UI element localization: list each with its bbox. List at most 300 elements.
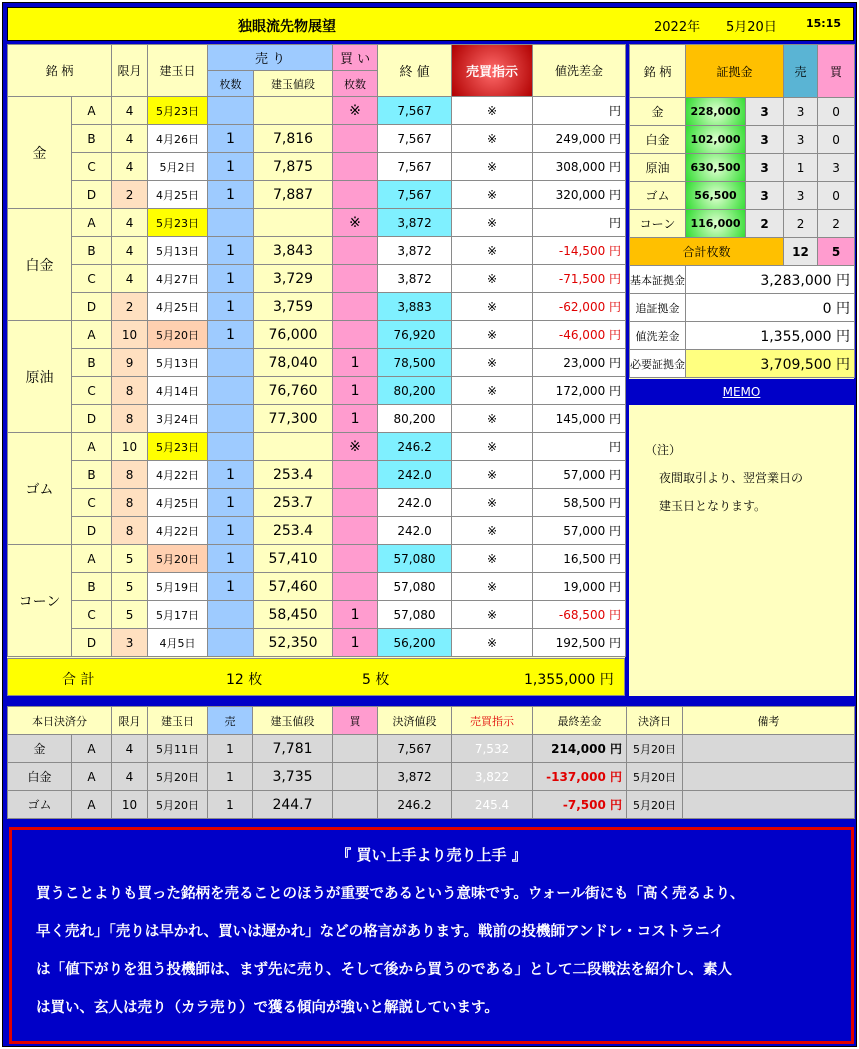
entry-date: 4月25日: [148, 181, 208, 209]
close-price: 80,200: [378, 377, 452, 405]
diff-amount: 249,000 円: [533, 125, 626, 153]
close-price: 76,920: [378, 321, 452, 349]
entry-date: 4月25日: [148, 489, 208, 517]
entry-date: 4月26日: [148, 125, 208, 153]
settle-price: 7,781: [253, 735, 333, 763]
entry-date: 5月20日: [148, 545, 208, 573]
buy-qty: ※: [333, 433, 378, 461]
contract-month: 4: [112, 237, 148, 265]
summary-value: 3,709,500 円: [686, 350, 855, 378]
contract-month: 2: [112, 293, 148, 321]
margin-header-sell: 売: [784, 45, 818, 98]
entry-price: [254, 97, 333, 125]
close-price: 80,200: [378, 405, 452, 433]
positions-panel: [7, 44, 625, 696]
margin-sell: 3: [784, 182, 818, 210]
memo-header: [629, 381, 854, 405]
settle-price: 3,735: [253, 763, 333, 791]
entry-date: 5月13日: [148, 349, 208, 377]
margin-amount: 630,500: [686, 154, 746, 182]
close-price: 246.2: [378, 433, 452, 461]
margin-summary-row: [630, 266, 855, 294]
buy-qty: ※: [333, 97, 378, 125]
entry-date: 3月24日: [148, 405, 208, 433]
sell-qty: [208, 209, 254, 237]
header-signal: 売買指示: [452, 45, 533, 97]
sell-qty: [208, 377, 254, 405]
close-price: 242.0: [378, 517, 452, 545]
margin-total-label: 合計枚数: [630, 238, 784, 266]
header-sell-qty: 枚数: [208, 71, 254, 97]
entry-price: [254, 433, 333, 461]
margin-amount: 116,000: [686, 210, 746, 238]
margin-sell: 3: [784, 98, 818, 126]
position-row: [8, 377, 626, 405]
settle-date: 5月20日: [627, 763, 683, 791]
signal: ※: [452, 181, 533, 209]
settlement-header: [8, 707, 855, 735]
buy-qty: [333, 181, 378, 209]
signal: ※: [452, 433, 533, 461]
signal: ※: [452, 265, 533, 293]
contract-month: 8: [112, 461, 148, 489]
margin-buy: 0: [818, 98, 855, 126]
header-entry-date: 建玉日: [148, 45, 208, 97]
position-row: [8, 601, 626, 629]
sell-qty: 1: [208, 545, 254, 573]
close-price: 242.0: [378, 489, 452, 517]
buy-qty: 1: [333, 349, 378, 377]
margin-summary-row: [630, 294, 855, 322]
sell-qty: 1: [208, 321, 254, 349]
header-entry-price: 建玉値段: [254, 71, 333, 97]
margin-header-amount: 証拠金: [686, 45, 784, 98]
settle-diff: -137,000 円: [533, 763, 627, 791]
contract-key: C: [72, 265, 112, 293]
contract-month: 4: [112, 97, 148, 125]
settle-signal: 7,532: [452, 735, 533, 763]
buy-qty: [333, 321, 378, 349]
signal: ※: [452, 601, 533, 629]
settle-note: [683, 735, 855, 763]
contract-month: 4: [112, 209, 148, 237]
entry-price: 58,450: [254, 601, 333, 629]
diff-amount: 57,000 円: [533, 461, 626, 489]
settlement-row: [8, 763, 855, 791]
contract-month: 5: [112, 601, 148, 629]
settlement-header-cell: 本日決済分: [8, 707, 112, 735]
margin-count: 2: [746, 210, 784, 238]
contract-key: B: [72, 125, 112, 153]
margin-row: [630, 126, 855, 154]
message-body: [36, 875, 851, 1027]
position-row: [8, 153, 626, 181]
position-row: [8, 517, 626, 545]
memo-panel: [629, 381, 854, 696]
margin-row: [630, 154, 855, 182]
message-box: [9, 827, 854, 1044]
settlement-header-cell: 決済値段: [378, 707, 452, 735]
entry-price: 3,729: [254, 265, 333, 293]
diff-amount: 308,000 円: [533, 153, 626, 181]
signal: ※: [452, 545, 533, 573]
position-row: [8, 293, 626, 321]
contract-month: 8: [112, 377, 148, 405]
settle-note: [683, 791, 855, 819]
signal: ※: [452, 349, 533, 377]
close-price: 242.0: [378, 461, 452, 489]
settle-month: 4: [112, 735, 148, 763]
header-close: 終 値: [378, 45, 452, 97]
settle-entry-date: 5月11日: [148, 735, 208, 763]
diff-amount: 58,500 円: [533, 489, 626, 517]
settle-signal: 245.4: [452, 791, 533, 819]
contract-month: 10: [112, 433, 148, 461]
signal: ※: [452, 153, 533, 181]
settle-close: 246.2: [378, 791, 452, 819]
contract-key: B: [72, 461, 112, 489]
diff-amount: 23,000 円: [533, 349, 626, 377]
entry-price: 7,875: [254, 153, 333, 181]
diff-amount: 320,000 円: [533, 181, 626, 209]
diff-amount: -68,500 円: [533, 601, 626, 629]
sell-qty: [208, 433, 254, 461]
page-title: 独眼流先物展望: [238, 19, 336, 35]
settle-entry-date: 5月20日: [148, 791, 208, 819]
position-row: [8, 545, 626, 573]
buy-qty: [333, 125, 378, 153]
close-price: 7,567: [378, 181, 452, 209]
message-line: は「値下がりを狙う投機師は、まず先に売り、そして後から買うのである」として二段戦法を紹介し、素人: [36, 962, 732, 978]
contract-month: 8: [112, 405, 148, 433]
entry-price: 52,350: [254, 629, 333, 657]
entry-date: 5月23日: [148, 209, 208, 237]
contract-month: 9: [112, 349, 148, 377]
settle-buy: [333, 735, 378, 763]
signal: ※: [452, 629, 533, 657]
signal: ※: [452, 573, 533, 601]
sell-qty: [208, 405, 254, 433]
margin-count: 3: [746, 98, 784, 126]
contract-key: A: [72, 97, 112, 125]
signal: ※: [452, 97, 533, 125]
margin-table: [629, 44, 855, 378]
buy-qty: [333, 153, 378, 181]
settle-month: 4: [112, 763, 148, 791]
contract-key: B: [72, 237, 112, 265]
message-line: 早く売れ」「売りは早かれ、買いは遅かれ」などの格言があります。戦前の投機師アンドレ・コストラニイ: [36, 924, 724, 940]
entry-price: 57,460: [254, 573, 333, 601]
entry-date: 4月25日: [148, 293, 208, 321]
entry-date: 5月20日: [148, 321, 208, 349]
sell-qty: [208, 349, 254, 377]
memo-note-line1: 夜間取引より、翌営業日の: [659, 471, 804, 485]
settle-date: 5月20日: [627, 791, 683, 819]
margin-buy: 0: [818, 182, 855, 210]
margin-row: [630, 182, 855, 210]
entry-date: 4月14日: [148, 377, 208, 405]
settlement-header-cell: 建玉日: [148, 707, 208, 735]
close-price: 7,567: [378, 153, 452, 181]
contract-key: B: [72, 349, 112, 377]
sell-qty: 1: [208, 265, 254, 293]
sell-qty: 1: [208, 461, 254, 489]
contract-key: D: [72, 405, 112, 433]
diff-amount: -71,500 円: [533, 265, 626, 293]
entry-price: 78,040: [254, 349, 333, 377]
margin-brand: 金: [630, 98, 686, 126]
title-bar: [7, 7, 854, 41]
entry-date: 5月13日: [148, 237, 208, 265]
margin-header-buy: 買: [818, 45, 855, 98]
buy-qty: [333, 461, 378, 489]
settle-buy: [333, 791, 378, 819]
contract-month: 4: [112, 265, 148, 293]
diff-amount: -46,000 円: [533, 321, 626, 349]
entry-price: 3,759: [254, 293, 333, 321]
header-buy-qty: 枚数: [333, 71, 378, 97]
diff-amount: 円: [533, 433, 626, 461]
close-price: 57,080: [378, 601, 452, 629]
diff-amount: 16,500 円: [533, 545, 626, 573]
entry-date: 4月27日: [148, 265, 208, 293]
brand-name: コーン: [8, 545, 72, 657]
margin-brand: 白金: [630, 126, 686, 154]
entry-price: 77,300: [254, 405, 333, 433]
sell-qty: 1: [208, 125, 254, 153]
diff-amount: -14,500 円: [533, 237, 626, 265]
close-price: 3,883: [378, 293, 452, 321]
signal: ※: [452, 377, 533, 405]
settle-price: 244.7: [253, 791, 333, 819]
close-price: 3,872: [378, 209, 452, 237]
close-price: 57,080: [378, 545, 452, 573]
margin-summary-row: [630, 322, 855, 350]
settlement-table: [7, 706, 855, 819]
position-row: [8, 573, 626, 601]
contract-key: D: [72, 517, 112, 545]
settlement-header-cell: 決済日: [627, 707, 683, 735]
margin-sell: 3: [784, 126, 818, 154]
settle-close: 7,567: [378, 735, 452, 763]
position-row: [8, 265, 626, 293]
buy-qty: [333, 545, 378, 573]
entry-date: 5月23日: [148, 433, 208, 461]
diff-amount: 57,000 円: [533, 517, 626, 545]
close-price: 56,200: [378, 629, 452, 657]
settlement-header-cell: 限月: [112, 707, 148, 735]
contract-month: 2: [112, 181, 148, 209]
entry-price: 7,887: [254, 181, 333, 209]
brand-name: 金: [8, 97, 72, 209]
margin-total-row: [630, 238, 855, 266]
contract-month: 10: [112, 321, 148, 349]
margin-amount: 56,500: [686, 182, 746, 210]
positions-table: [7, 44, 626, 657]
contract-key: A: [72, 209, 112, 237]
position-row: [8, 181, 626, 209]
entry-date: 5月19日: [148, 573, 208, 601]
entry-date: 4月22日: [148, 461, 208, 489]
contract-key: D: [72, 181, 112, 209]
message-title: 『 買い上手より売り上手 』: [336, 846, 527, 864]
margin-total-buy: 5: [818, 238, 855, 266]
margin-row: [630, 98, 855, 126]
totals-label: 合 計: [62, 672, 95, 688]
settle-sell: 1: [208, 763, 253, 791]
margin-summary-row: [630, 350, 855, 378]
header-diff: 値洗差金: [533, 45, 626, 97]
settle-brand: ゴム: [8, 791, 72, 819]
buy-qty: [333, 237, 378, 265]
settlement-header-cell: 備考: [683, 707, 855, 735]
margin-amount: 228,000: [686, 98, 746, 126]
header-brand: 銘 柄: [8, 45, 112, 97]
sell-qty: 1: [208, 573, 254, 601]
buy-qty: [333, 489, 378, 517]
diff-amount: -62,000 円: [533, 293, 626, 321]
totals-row: [7, 658, 625, 696]
buy-qty: [333, 265, 378, 293]
summary-label: 必要証拠金: [630, 350, 686, 378]
margin-brand: ゴム: [630, 182, 686, 210]
margin-count: 3: [746, 126, 784, 154]
signal: ※: [452, 461, 533, 489]
margin-buy: 0: [818, 126, 855, 154]
sell-qty: [208, 97, 254, 125]
position-row: [8, 209, 626, 237]
diff-amount: 192,500 円: [533, 629, 626, 657]
title-year: 2022年: [654, 20, 701, 35]
settle-key: A: [72, 791, 112, 819]
contract-month: 3: [112, 629, 148, 657]
entry-price: 7,816: [254, 125, 333, 153]
contract-key: A: [72, 545, 112, 573]
position-row: [8, 237, 626, 265]
memo-note-mark: （注）: [645, 443, 682, 457]
close-price: 3,872: [378, 265, 452, 293]
settle-sell: 1: [208, 735, 253, 763]
entry-date: 5月17日: [148, 601, 208, 629]
memo-link[interactable]: MEMO: [722, 385, 761, 399]
entry-price: [254, 209, 333, 237]
entry-price: 76,000: [254, 321, 333, 349]
position-row: [8, 489, 626, 517]
close-price: 3,872: [378, 237, 452, 265]
totals-diff: 1,355,000 円: [524, 672, 614, 688]
contract-key: D: [72, 629, 112, 657]
settle-note: [683, 763, 855, 791]
buy-qty: 1: [333, 377, 378, 405]
position-row: [8, 97, 626, 125]
buy-qty: [333, 573, 378, 601]
settle-sell: 1: [208, 791, 253, 819]
position-row: [8, 125, 626, 153]
position-row: [8, 461, 626, 489]
entry-price: 253.7: [254, 489, 333, 517]
settlement-header-cell: 最終差金: [533, 707, 627, 735]
settlement-header-cell: 買: [333, 707, 378, 735]
close-price: 57,080: [378, 573, 452, 601]
position-row: [8, 405, 626, 433]
contract-key: C: [72, 153, 112, 181]
contract-month: 8: [112, 489, 148, 517]
contract-key: C: [72, 489, 112, 517]
margin-row: [630, 210, 855, 238]
sell-qty: 1: [208, 237, 254, 265]
close-price: 78,500: [378, 349, 452, 377]
signal: ※: [452, 125, 533, 153]
margin-buy: 2: [818, 210, 855, 238]
margin-brand: コーン: [630, 210, 686, 238]
settlement-header-cell: 売買指示: [452, 707, 533, 735]
settle-brand: 金: [8, 735, 72, 763]
position-row: [8, 349, 626, 377]
summary-label: 値洗差金: [630, 322, 686, 350]
margin-total-sell: 12: [784, 238, 818, 266]
margin-buy: 3: [818, 154, 855, 182]
entry-date: 4月5日: [148, 629, 208, 657]
contract-month: 4: [112, 125, 148, 153]
settle-signal: 3,822: [452, 763, 533, 791]
summary-value: 3,283,000 円: [686, 266, 855, 294]
settlement-header-cell: 売: [208, 707, 253, 735]
sell-qty: 1: [208, 489, 254, 517]
position-row: [8, 321, 626, 349]
signal: ※: [452, 237, 533, 265]
sell-qty: 1: [208, 181, 254, 209]
settle-brand: 白金: [8, 763, 72, 791]
entry-price: 253.4: [254, 517, 333, 545]
message-line: は買い、玄人は売り（カラ売り）で獲る傾向が強いと解説しています。: [36, 1000, 499, 1016]
diff-amount: 19,000 円: [533, 573, 626, 601]
diff-amount: 172,000 円: [533, 377, 626, 405]
entry-price: 3,843: [254, 237, 333, 265]
position-row: [8, 433, 626, 461]
signal: ※: [452, 517, 533, 545]
settle-buy: [333, 763, 378, 791]
close-price: 7,567: [378, 97, 452, 125]
settle-entry-date: 5月20日: [148, 763, 208, 791]
settle-key: A: [72, 735, 112, 763]
settle-date: 5月20日: [627, 735, 683, 763]
settlement-header-cell: 建玉値段: [253, 707, 333, 735]
buy-qty: [333, 293, 378, 321]
header-buy: 買 い: [333, 45, 378, 71]
header-month: 限月: [112, 45, 148, 97]
entry-date: 5月23日: [148, 97, 208, 125]
contract-key: A: [72, 433, 112, 461]
brand-name: 原油: [8, 321, 72, 433]
brand-name: ゴム: [8, 433, 72, 545]
sell-qty: [208, 629, 254, 657]
entry-date: 5月2日: [148, 153, 208, 181]
margin-panel: [629, 44, 854, 379]
settlement-panel: [7, 706, 854, 818]
brand-name: 白金: [8, 209, 72, 321]
diff-amount: 145,000 円: [533, 405, 626, 433]
memo-note-line2: 建玉日となります。: [659, 499, 767, 513]
signal: ※: [452, 489, 533, 517]
position-row: [8, 629, 626, 657]
settlement-row: [8, 735, 855, 763]
sell-qty: 1: [208, 153, 254, 181]
entry-price: 76,760: [254, 377, 333, 405]
entry-price: 57,410: [254, 545, 333, 573]
settle-close: 3,872: [378, 763, 452, 791]
summary-label: 基本証拠金: [630, 266, 686, 294]
margin-brand: 原油: [630, 154, 686, 182]
